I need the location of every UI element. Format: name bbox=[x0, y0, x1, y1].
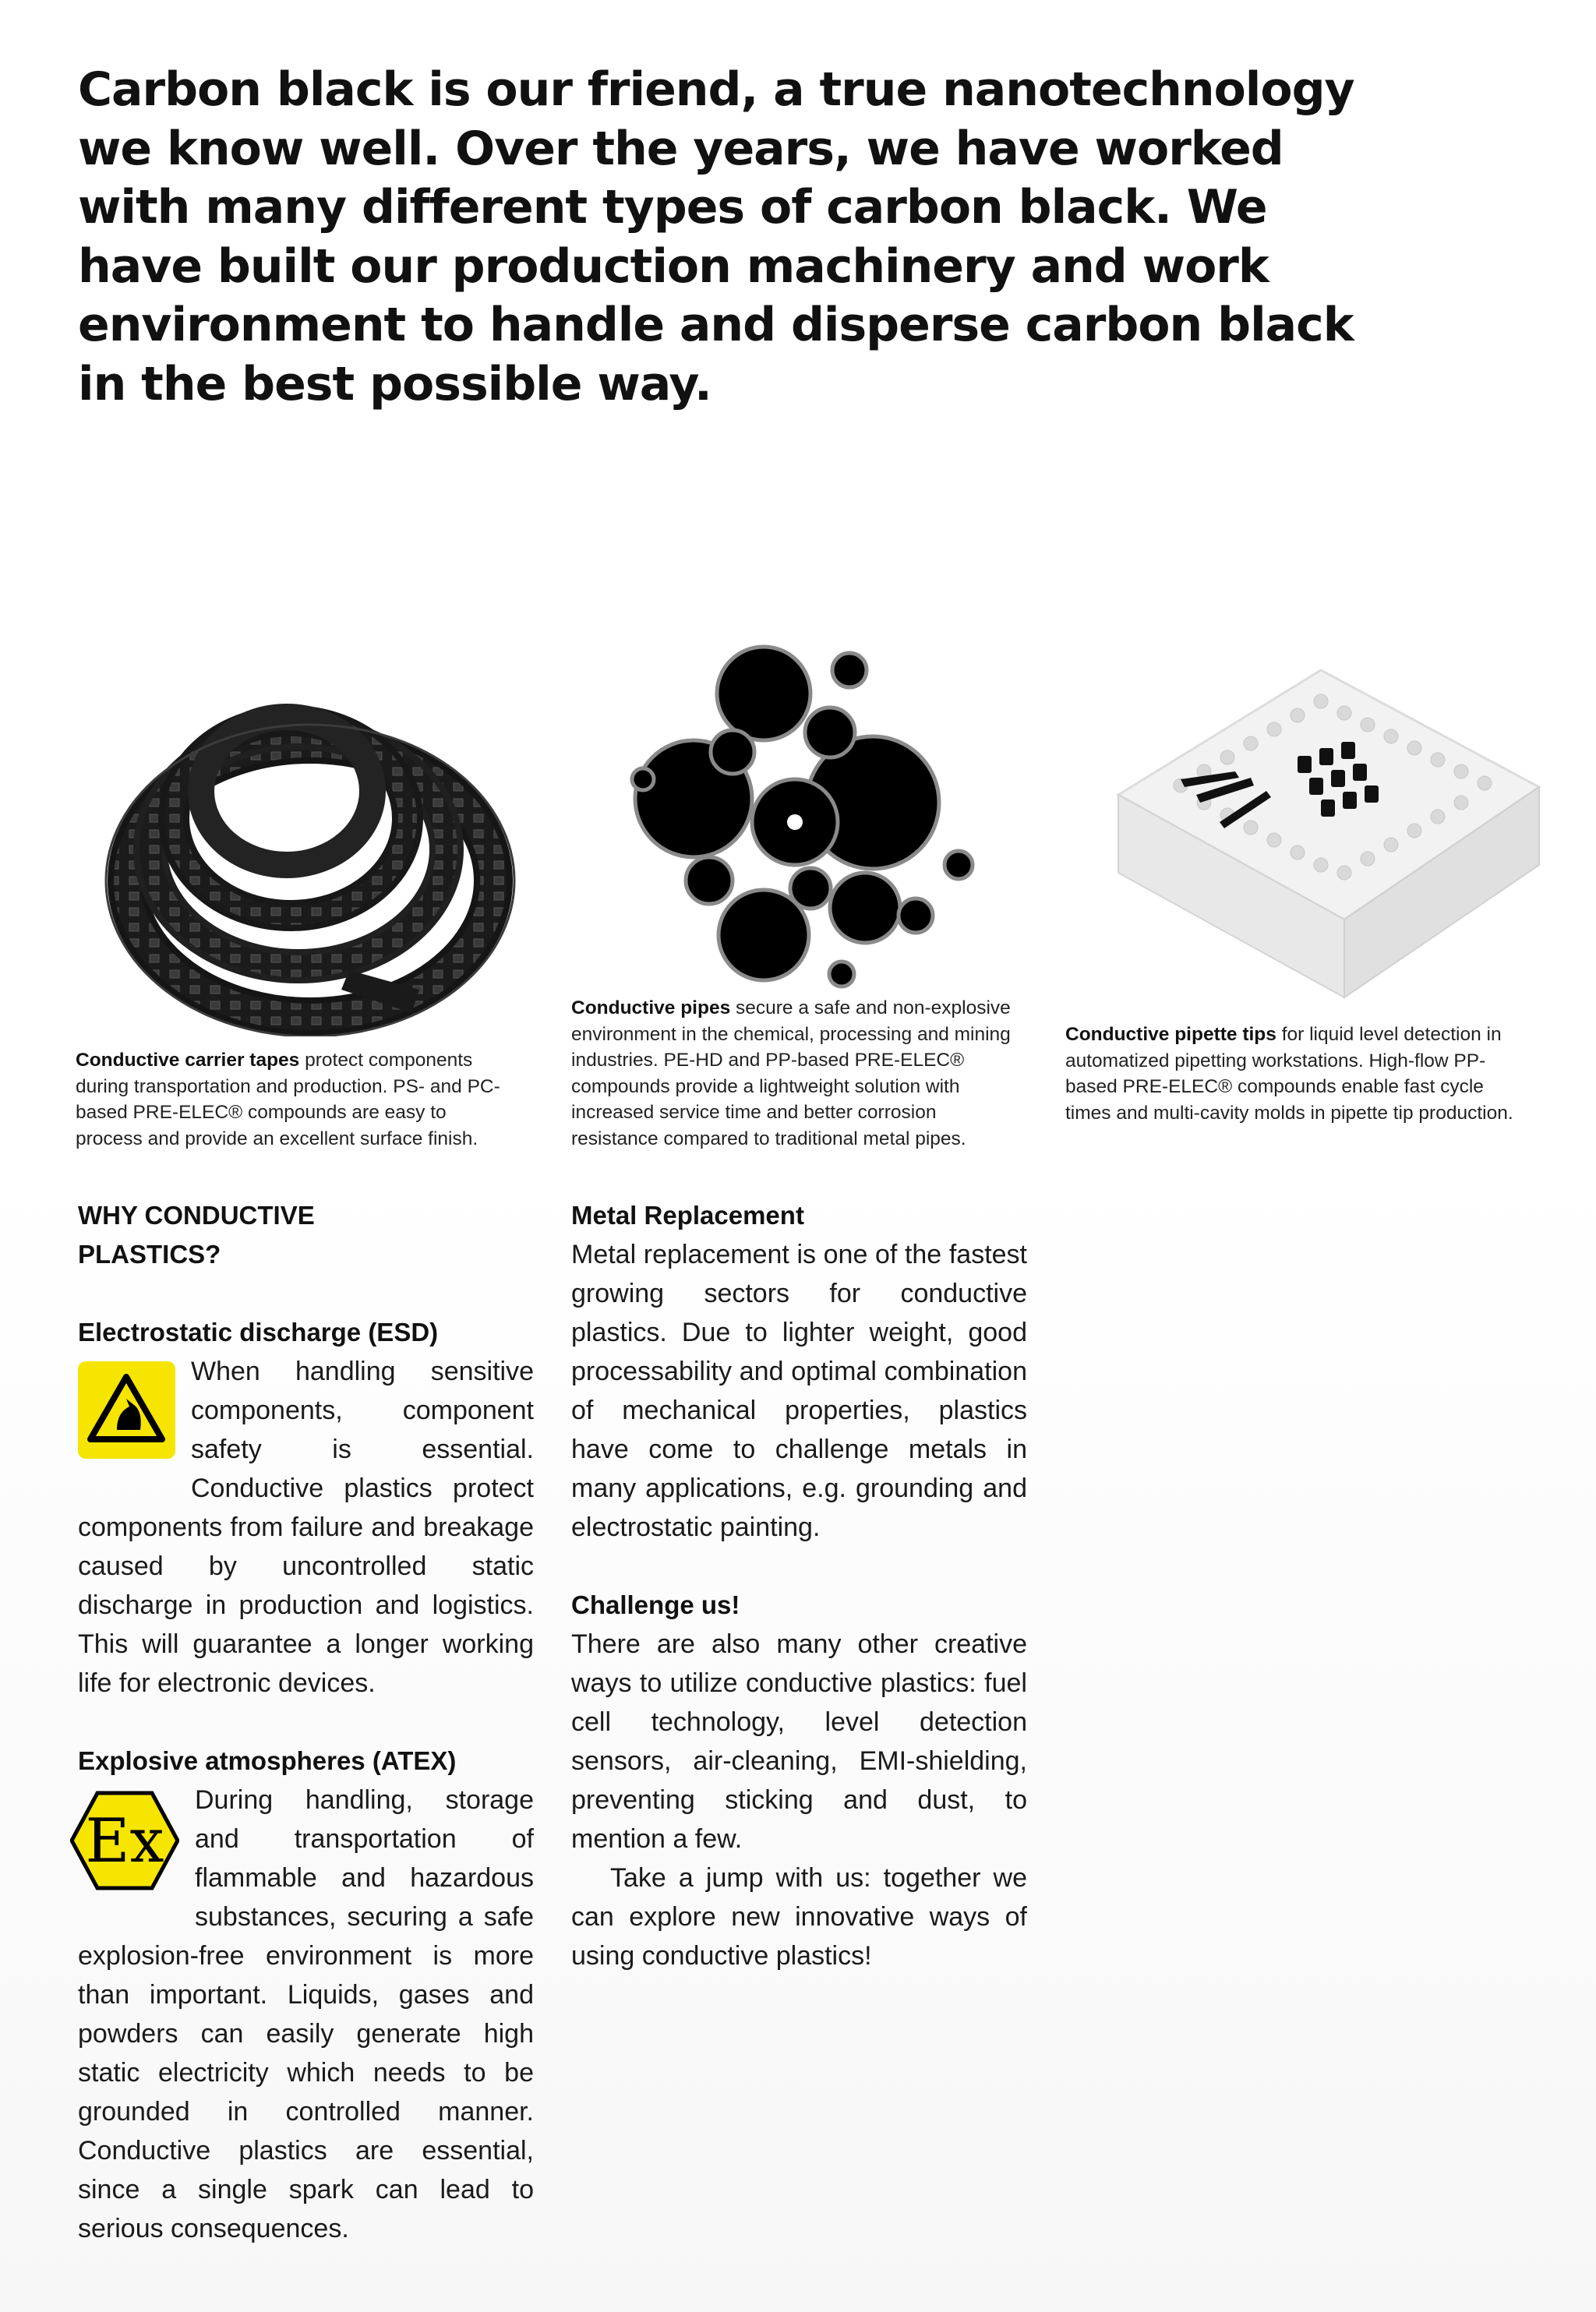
esd-text: When handling sensitive components, component safety is essential. Conductive plastics protect components from failure and breakage caused by uncontrolled static discharge in production and logistics. This will guarantee a longer working life for electronic devices. bbox=[78, 1357, 534, 1698]
carrier-tapes-caption bbox=[76, 1047, 512, 1152]
esd-heading: Electrostatic discharge (ESD) bbox=[78, 1318, 439, 1347]
page-headline: Carbon black is our friend, a true nanotechnology we know well. Over the years, we have worked with many different types of carbon black. We have built our production machinery and work environment to handle and disperse carbon black in the best possible way. bbox=[78, 62, 1354, 411]
pipes-image bbox=[616, 639, 1021, 1005]
left-column bbox=[78, 1196, 534, 2248]
carrier-tapes-caption-text: protect components during transportation and production. PS- and PC- based PRE-ELEC® compounds are easy to process and provide an excellent surface finish. bbox=[76, 1050, 500, 1149]
atex-ex-icon bbox=[70, 1790, 179, 1902]
atex-heading: Explosive atmospheres (ATEX) bbox=[78, 1746, 457, 1775]
pipette-tips-caption bbox=[1065, 1022, 1525, 1126]
pipes-caption-text: secure a safe and non-explosive environment in the chemical, processing and mining industries. PE-HD and PP-based PRE-ELEC® compounds provide a lightweight solution with increased service time and better corrosion resistance compared to traditional metal pipes. bbox=[571, 997, 1011, 1149]
pipette-tips-caption-text: for liquid level detection in automatized pipetting workstations. High-flow PP-based PRE-ELEC® compounds enable fast cycle times and multi-cavity molds in pipette tip production. bbox=[1065, 1024, 1513, 1124]
pipes-caption-title: Conductive pipes bbox=[571, 997, 731, 1018]
challenge-text: There are also many other creative ways to utilize conductive plastics: fuel cell technology, level detection sensors, air-cleaning, EMI-shielding, preventing sticking and dust, to mention a few. bbox=[571, 1629, 1027, 1854]
metal-replacement-text: Metal replacement is one of the fastest growing sectors for conductive plastics. Due to lighter weight, good processability and optimal combination of mechanical properties, plastics have come to challenge metals in many applications, e.g. grounding and electrostatic painting. bbox=[571, 1240, 1027, 1542]
carrier-tapes-figure bbox=[84, 623, 524, 1036]
carrier-tapes-image bbox=[84, 623, 524, 1036]
challenge-text-2: Take a jump with us: together we can explore new innovative ways of using conductive plastics! bbox=[571, 1863, 1027, 1971]
metal-replacement-heading: Metal Replacement bbox=[571, 1201, 804, 1230]
pipette-tips-caption-title: Conductive pipette tips bbox=[1065, 1024, 1276, 1045]
pipette-tips-image bbox=[1087, 639, 1555, 1013]
svg-text:Ex: Ex bbox=[85, 1806, 164, 1876]
atex-text: During handling, storage and transportation of flammable and hazardous substances, securing a safe explosion-free environment is more than important. Liquids, gases and powders can easily generate high static electricity which needs to be grounded in controlled manner. Conductive plastics are essential, since a single spark can lead to serious consequences. bbox=[78, 1785, 534, 2243]
pipes-caption bbox=[571, 995, 1027, 1152]
pipes-figure bbox=[616, 639, 1021, 1005]
carrier-tapes-caption-title: Conductive carrier tapes bbox=[76, 1050, 300, 1071]
right-column bbox=[571, 1196, 1027, 1975]
challenge-heading: Challenge us! bbox=[571, 1590, 740, 1619]
pipette-tips-figure bbox=[1087, 639, 1555, 1013]
why-conductive-heading: WHY CONDUCTIVE PLASTICS? bbox=[78, 1201, 315, 1269]
esd-warning-icon bbox=[78, 1361, 175, 1470]
